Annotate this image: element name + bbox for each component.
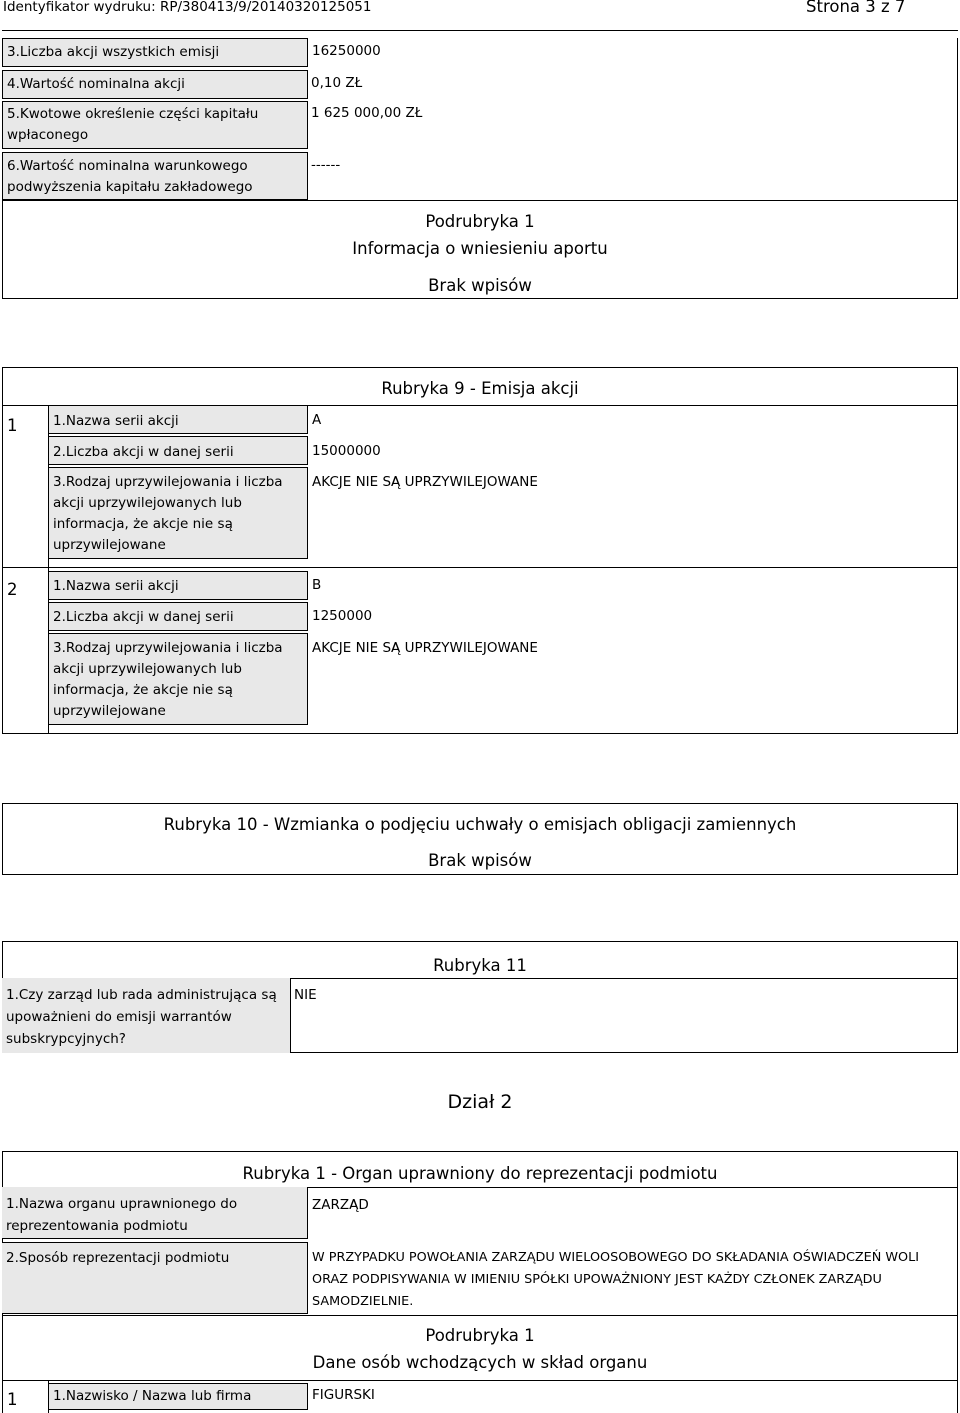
section-warrants (2, 941, 958, 1053)
label-cell (2, 152, 308, 200)
section-title: Rubryka 1 - Organ uprawniony do reprezentacji podmiotu (242, 1164, 718, 1183)
label-line: 1.Czy zarząd lub rada administrująca są (6, 987, 277, 1003)
label-line: uprzywilejowane (53, 537, 166, 553)
section-title: Rubryka 9 - Emisja akcji (381, 379, 579, 398)
representation-line: ORAZ PODPISYWANIA W IMIENIU SPÓŁKI UPOWAŻNIONY JEST KAŻDY CZŁONEK ZARZĄDU (312, 1272, 882, 1287)
page-number: Strona 3 z 7 (806, 0, 906, 16)
paid-capital-value: 1 625 000,00 ZŁ (311, 105, 423, 121)
label-line: subskrypcyjnych? (6, 1031, 126, 1047)
section-convertible-bonds (2, 803, 958, 875)
subsection-subtitle: Informacja o wniesieniu aportu (352, 239, 608, 258)
value-cell (307, 101, 958, 149)
no-entries-text: Brak wpisów (428, 276, 532, 295)
series-count-value: 15000000 (312, 443, 381, 459)
privilege-value: AKCJE NIE SĄ UPRZYWILEJOWANE (312, 474, 538, 490)
total-shares-value: 16250000 (312, 43, 381, 59)
representation-line: W PRZYPADKU POWOŁANIA ZARZĄDU WIELOOSOBOWEGO DO SKŁADANIA OŚWIADCZEŃ WOLI (312, 1250, 919, 1265)
person-surname-value: FIGURSKI (312, 1387, 375, 1403)
label-line: akcji uprzywilejowanych lub (53, 661, 242, 677)
label-line: uprzywilejowane (53, 703, 166, 719)
label-line: 1.Nazwa serii akcji (53, 413, 179, 429)
label-line: 1.Nazwa serii akcji (53, 578, 179, 594)
series-number: 2 (7, 580, 18, 599)
label-line: 4.Wartość nominalna akcji (7, 76, 185, 92)
label-line: akcji uprzywilejowanych lub (53, 495, 242, 511)
label-line: informacja, że akcje nie są (53, 516, 233, 532)
label-cell (48, 467, 308, 559)
subsection-title: Podrubryka 1 (425, 1326, 535, 1345)
label-line: 2.Sposób reprezentacji podmiotu (6, 1250, 230, 1266)
nominal-value: 0,10 ZŁ (311, 75, 363, 91)
label-cell (48, 436, 308, 465)
label-cell (2, 1242, 308, 1314)
label-cell (2, 978, 291, 1053)
label-line: 3.Rodzaj uprzywilejowania i liczba (53, 640, 283, 656)
series-name-value: A (312, 412, 322, 428)
series-number: 1 (7, 416, 18, 435)
series-count-value: 1250000 (312, 608, 373, 624)
section-title: Rubryka 11 (433, 956, 527, 975)
label-line: 1.Nazwa organu uprawnionego do (6, 1196, 238, 1212)
label-line: upoważnieni do emisji warrantów (6, 1009, 232, 1025)
representation-line: SAMODZIELNIE. (312, 1294, 414, 1309)
no-entries-text: Brak wpisów (428, 851, 532, 870)
label-line: wpłaconego (7, 127, 89, 143)
person-number: 1 (7, 1390, 18, 1409)
label-cell (2, 101, 308, 149)
subsection-title: Podrubryka 1 (425, 212, 535, 231)
conditional-increase-value: ------ (311, 157, 341, 173)
label-cell (48, 1383, 308, 1410)
label-cell (48, 633, 308, 725)
label-cell (2, 70, 308, 99)
value-cell (307, 70, 958, 99)
label-line: 3.Liczba akcji wszystkich emisji (7, 44, 220, 60)
organ-name-value: ZARZĄD (312, 1197, 369, 1213)
label-line: informacja, że akcje nie są (53, 682, 233, 698)
label-cell (48, 405, 308, 434)
row-divider (2, 1315, 958, 1316)
part-title: Dział 2 (447, 1091, 513, 1113)
subsection-subtitle: Dane osób wchodzących w skład organu (312, 1353, 648, 1372)
subsection-contribution (2, 200, 958, 299)
section-title: Rubryka 10 - Wzmianka o podjęciu uchwały o emisjach obligacji zamiennych (163, 815, 797, 834)
label-line: podwyższenia kapitału zakładowego (7, 179, 253, 195)
label-line: 2.Liczba akcji w danej serii (53, 609, 234, 625)
label-cell (2, 38, 308, 67)
warrants-answer: NIE (294, 987, 317, 1003)
label-cell (48, 571, 308, 600)
label-cell (2, 1187, 308, 1239)
privilege-value: AKCJE NIE SĄ UPRZYWILEJOWANE (312, 640, 538, 656)
label-cell (48, 602, 308, 631)
series-name-value: B (312, 577, 322, 593)
table-border (957, 38, 958, 200)
label-line: 1.Nazwisko / Nazwa lub firma (53, 1388, 252, 1404)
label-line: 6.Wartość nominalna warunkowego (7, 158, 248, 174)
value-cell (307, 152, 958, 200)
row-divider (2, 567, 958, 568)
label-line: reprezentowania podmiotu (6, 1218, 188, 1234)
label-line: 5.Kwotowe określenie części kapitału (7, 106, 259, 122)
label-line: 2.Liczba akcji w danej serii (53, 444, 234, 460)
header-divider (2, 30, 958, 31)
value-cell (307, 38, 958, 67)
label-line: 3.Rodzaj uprzywilejowania i liczba (53, 474, 283, 490)
row-divider (2, 1380, 958, 1381)
print-identifier: Identyfikator wydruku: RP/380413/9/20140320125051 (3, 0, 372, 15)
